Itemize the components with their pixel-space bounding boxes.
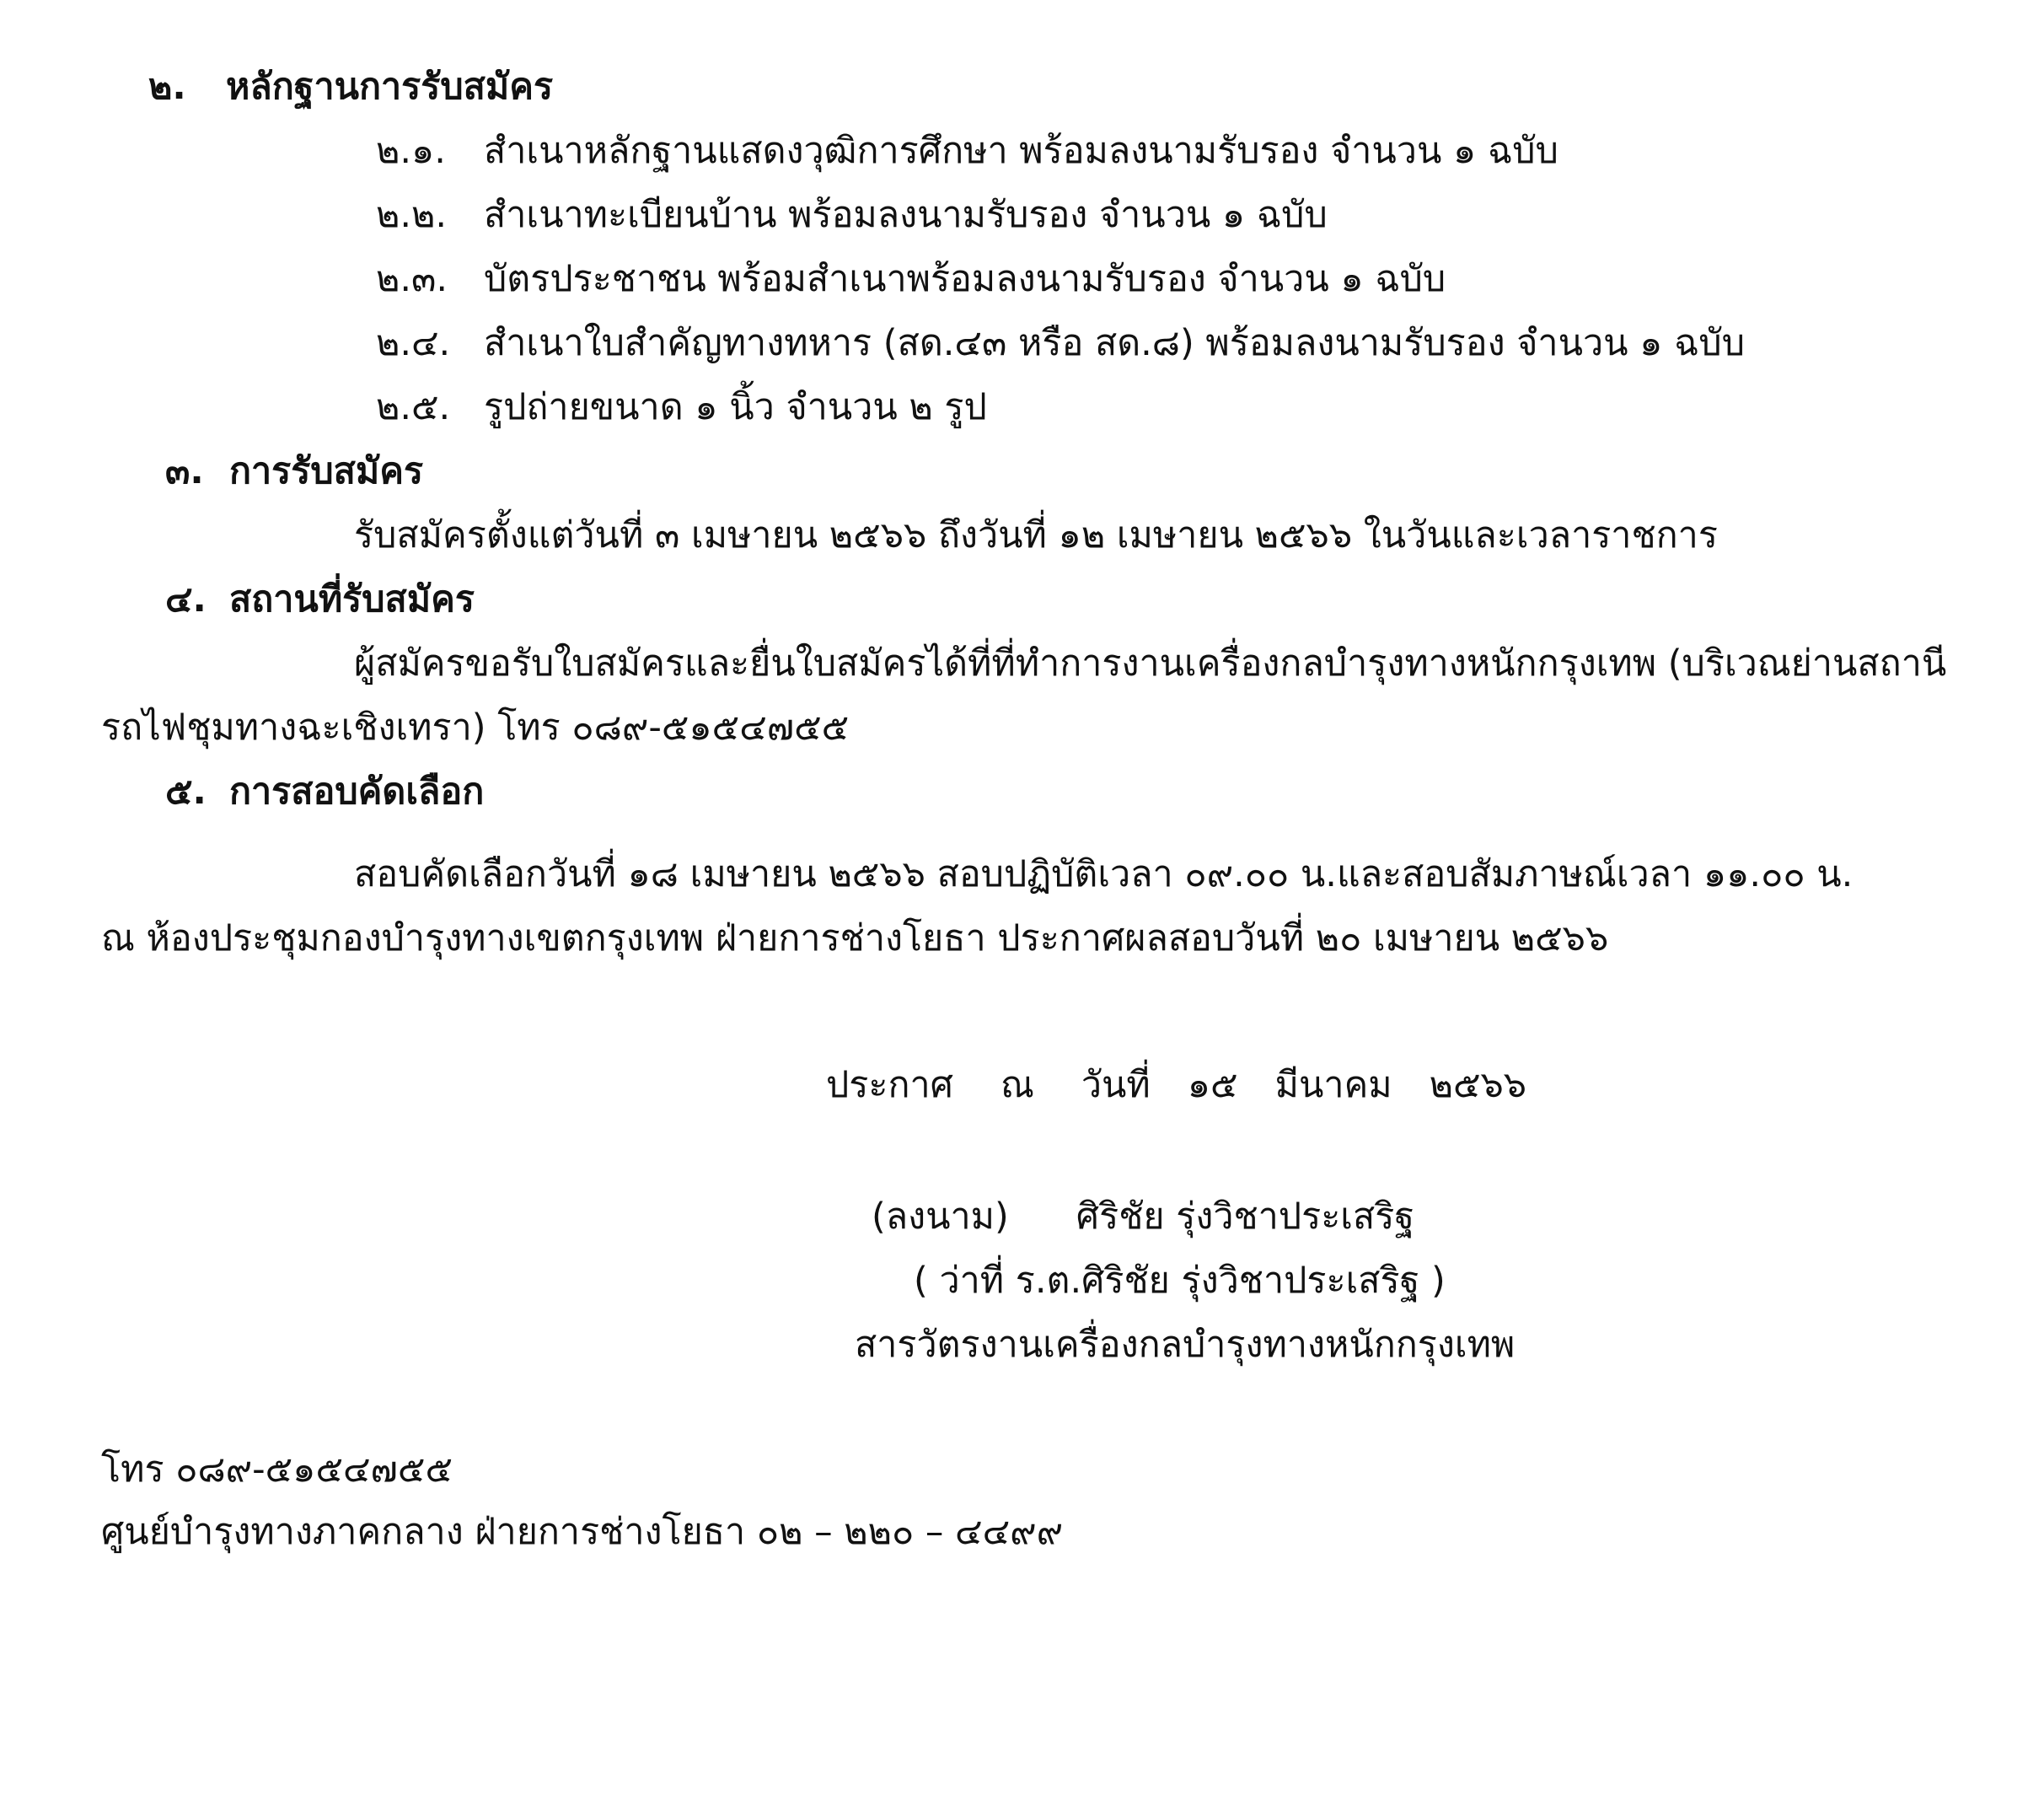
list-item-number: ๒.๑. (376, 130, 446, 172)
list-item-2-3 (376, 256, 1446, 304)
section-2-heading: หลักฐานการรับสมัคร (226, 66, 554, 108)
section-4-body-line-1: ผู้สมัครขอรับใบสมัครและยื่นใบสมัครได้ที่ที่ทำการงานเครื่องกลบำรุงทางหนักกรุงเทพ (บริเวณย่านสถานี (354, 642, 1947, 685)
section-4-heading: สถานที่รับสมัคร (229, 578, 475, 621)
announcement-month: มีนาคม (1274, 1064, 1392, 1106)
section-3-number: ๓. (165, 450, 204, 492)
section-5-number: ๕. (165, 771, 207, 813)
signature-signed-name: ศิริชัย รุ่งวิชาประเสริฐ (1076, 1196, 1415, 1238)
section-4-heading-line (165, 577, 475, 624)
signature-signed-label: (ลงนาม) (872, 1196, 1009, 1238)
announcement-year: ๒๕๖๖ (1429, 1064, 1527, 1106)
section-2-heading-line (148, 64, 553, 111)
footer-center: ศูนย์บำรุงทางภาคกลาง ฝ่ายการช่างโยธา ๐๒ – ๒๒๐ – ๔๔๙๙ (101, 1511, 1064, 1553)
announcement-label: ประกาศ (826, 1064, 953, 1106)
section-5-heading-line (165, 769, 484, 816)
list-item-2-4 (376, 320, 1745, 368)
section-4-number: ๔. (165, 578, 207, 621)
list-item-text: รูปถ่ายขนาด ๑ นิ้ว จำนวน ๒ รูป (484, 386, 987, 428)
list-item-number: ๒.๓. (376, 258, 448, 300)
section-3-heading-line (165, 449, 423, 496)
list-item-2-1 (376, 128, 1558, 175)
section-3-body: รับสมัครตั้งแต่วันที่ ๓ เมษายน ๒๕๖๖ ถึงวันที่ ๑๒ เมษายน ๒๕๖๖ ในวันและเวลาราชการ (354, 514, 1718, 556)
signature-position: สารวัตรงานเครื่องกลบำรุงทางหนักกรุงเทพ (855, 1324, 1516, 1366)
list-item-text: สำเนาทะเบียนบ้าน พร้อมลงนามรับรอง จำนวน ๑ ฉบับ (484, 194, 1328, 236)
signature-full-name: ( ว่าที่ ร.ต.ศิริชัย รุ่งวิชาประเสริฐ ) (914, 1260, 1446, 1302)
list-item-number: ๒.๔. (376, 322, 451, 364)
announcement-at: ณ (1000, 1064, 1034, 1106)
list-item-text: สำเนาใบสำคัญทางทหาร (สด.๔๓ หรือ สด.๘) พร้อมลงนามรับรอง จำนวน ๑ ฉบับ (484, 322, 1746, 364)
section-4-body-line-2: รถไฟชุมทางฉะเชิงเทรา) โทร ๐๘๙-๕๑๕๔๗๕๕ (101, 707, 850, 749)
list-item-number: ๒.๒. (376, 194, 448, 236)
section-3-heading: การรับสมัคร (229, 450, 424, 492)
announcement-date-label: วันที่ (1081, 1064, 1151, 1106)
section-5-body-line-2: ณ ห้องประชุมกองบำรุงทางเขตกรุงเทพ ฝ่ายการช่างโยธา ประกาศผลสอบวันที่ ๒๐ เมษายน ๒๕๖๖ (101, 917, 1609, 959)
signature-signed-line (872, 1194, 1414, 1241)
list-item-text: บัตรประชาชน พร้อมสำเนาพร้อมลงนามรับรอง จำนวน ๑ ฉบับ (484, 258, 1446, 300)
section-5-heading: การสอบคัดเลือก (229, 771, 485, 813)
announcement-day: ๑๕ (1187, 1064, 1238, 1106)
announcement-date (826, 1062, 1526, 1110)
list-item-2-2 (376, 192, 1328, 239)
footer-phone: โทร ๐๘๙-๕๑๕๔๗๕๕ (101, 1448, 453, 1491)
section-5-body-line-1: สอบคัดเลือกวันที่ ๑๘ เมษายน ๒๕๖๖ สอบปฏิบัติเวลา ๐๙.๐๐ น.และสอบสัมภาษณ์เวลา ๑๑.๐๐ น. (354, 853, 1854, 895)
list-item-2-5 (376, 384, 987, 432)
list-item-text: สำเนาหลักฐานแสดงวุฒิการศึกษา พร้อมลงนามรับรอง จำนวน ๑ ฉบับ (484, 130, 1558, 172)
section-2-number: ๒. (148, 66, 186, 108)
list-item-number: ๒.๕. (376, 386, 451, 428)
